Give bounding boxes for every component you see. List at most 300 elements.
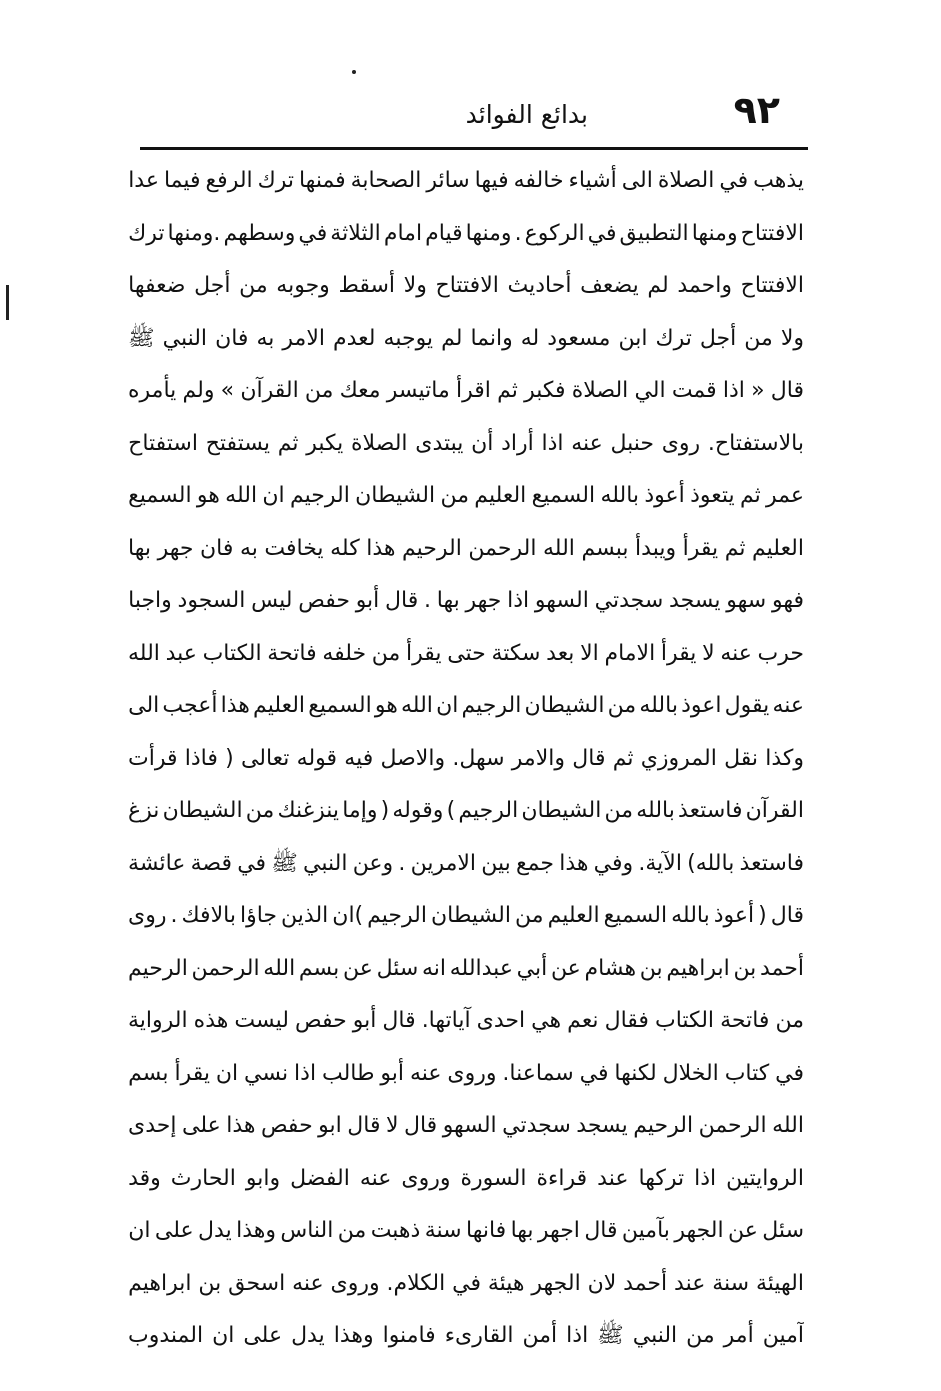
word: ثم xyxy=(277,430,299,456)
word: آمين xyxy=(762,1323,804,1348)
word: الرحيم xyxy=(128,955,188,981)
word: يذهب xyxy=(753,168,804,193)
word: قمت xyxy=(671,378,717,403)
word: فانها xyxy=(465,1218,507,1243)
word: على xyxy=(154,1218,194,1243)
word: القرآن xyxy=(240,378,299,403)
text-line xyxy=(128,838,804,891)
word: أعجب xyxy=(162,693,218,718)
word: من xyxy=(304,378,334,403)
word: يتعوذ xyxy=(690,483,735,508)
word: عنه xyxy=(720,640,752,666)
margin-mark xyxy=(6,285,9,320)
word: فكبر xyxy=(524,378,566,403)
word: أمر xyxy=(723,1323,754,1348)
word: أبو xyxy=(355,588,380,613)
word: الرجيم xyxy=(458,798,519,823)
text-line xyxy=(128,1205,804,1258)
word: الرجيم xyxy=(461,693,522,718)
word: الحارث xyxy=(170,1165,236,1191)
word: واحمد xyxy=(677,273,732,298)
word: قال xyxy=(770,903,804,928)
word: فان xyxy=(215,325,249,351)
word: بن xyxy=(733,955,757,981)
word: أسقط xyxy=(338,273,396,298)
word: يكبر xyxy=(306,430,344,456)
word: الكلام. xyxy=(386,1270,446,1296)
word: فاتحة xyxy=(267,640,317,666)
word: وعن xyxy=(352,850,394,876)
word: سائر xyxy=(426,168,470,193)
word: استفتاح xyxy=(128,430,198,456)
word: يقرأ xyxy=(660,640,697,666)
word: بن xyxy=(198,1270,222,1296)
word: اذا xyxy=(541,430,564,456)
word: حنبل xyxy=(610,430,654,456)
word: ابراهيم xyxy=(128,1270,192,1296)
text-line xyxy=(128,575,804,628)
word: بالاستفتاح. xyxy=(707,430,804,456)
word: لا xyxy=(385,1113,399,1138)
word: فيما xyxy=(163,168,201,193)
word: وفي xyxy=(593,850,634,876)
word: الله xyxy=(772,1113,804,1138)
word: كله xyxy=(330,535,360,561)
word: أحمد xyxy=(623,1270,668,1296)
word: في xyxy=(587,220,617,246)
word: والاصل xyxy=(380,745,446,771)
word: الشيطان xyxy=(521,798,602,823)
word: الرفع xyxy=(205,168,253,193)
word: يخافت xyxy=(264,535,324,561)
word: الصلاة xyxy=(657,168,715,193)
word: بها xyxy=(128,535,152,561)
text-line xyxy=(128,995,804,1048)
word: ترك xyxy=(655,325,692,351)
word: الرحمن xyxy=(698,1113,767,1138)
word: . xyxy=(170,903,178,928)
text-line xyxy=(128,418,804,471)
word: ﷺ xyxy=(271,850,298,876)
word: ماتيسر xyxy=(386,378,450,403)
body-text xyxy=(128,155,804,1363)
word: وقوله xyxy=(392,798,444,823)
word: اقرأ xyxy=(456,378,491,403)
word: سنة xyxy=(424,1218,462,1243)
word: فيه xyxy=(344,745,374,771)
text-line xyxy=(128,680,804,733)
word: قال xyxy=(347,1113,381,1138)
word: الافتتاح xyxy=(435,273,499,298)
word: ابراهيم xyxy=(666,955,730,981)
word: ولم xyxy=(182,378,215,403)
text-line xyxy=(128,470,804,523)
word: الفضل xyxy=(290,1165,350,1191)
word: القرآن xyxy=(745,798,804,823)
word: أن xyxy=(471,430,494,456)
word: يدل xyxy=(291,1323,325,1348)
word: من xyxy=(607,693,637,718)
text-line xyxy=(128,155,804,208)
word: عن xyxy=(550,955,581,981)
word: وابو xyxy=(245,1165,281,1191)
word: السجود xyxy=(177,588,246,613)
word: أشياء xyxy=(568,168,617,193)
word: فاتحة xyxy=(720,1008,770,1033)
word: بها xyxy=(436,588,460,613)
word: بالله) xyxy=(687,850,735,876)
word: الى xyxy=(128,693,160,718)
word: قال xyxy=(403,1113,438,1138)
word: من xyxy=(515,903,544,928)
word: . xyxy=(398,850,406,876)
text-line xyxy=(128,1048,804,1101)
word: الرحيم xyxy=(402,535,462,561)
word: وهذا xyxy=(333,1323,374,1348)
word: يسجد xyxy=(669,588,721,613)
word: جهر xyxy=(465,588,502,613)
word: وسطهم xyxy=(223,220,296,246)
word: من xyxy=(245,798,275,823)
word: من xyxy=(440,483,469,508)
word: حفص xyxy=(298,588,350,613)
word: فمنها xyxy=(298,168,346,193)
word: جهر xyxy=(157,535,194,561)
text-line xyxy=(128,208,804,261)
word: روى xyxy=(661,430,701,456)
word: بالله xyxy=(671,903,710,928)
word: حتى xyxy=(447,640,486,666)
word: السهو xyxy=(534,588,589,613)
word: التطبيق xyxy=(619,220,689,246)
word: الشيطان xyxy=(162,798,243,823)
word: تعالى xyxy=(240,745,290,771)
text-line xyxy=(128,523,804,576)
word: روى xyxy=(128,903,167,928)
word: السهو xyxy=(442,1113,497,1138)
word: العليم xyxy=(253,693,306,718)
word: ان xyxy=(128,1218,151,1243)
word: أمن xyxy=(522,1323,558,1348)
word: عنه xyxy=(772,693,804,718)
word: بآمين xyxy=(621,1218,670,1243)
word: الكتاب xyxy=(202,640,262,666)
word: خلفه xyxy=(322,640,367,666)
text-line xyxy=(128,890,804,943)
word: سئل xyxy=(376,955,419,981)
word: الرحمن xyxy=(468,535,537,561)
word: الافتتاح xyxy=(740,273,804,298)
word: طالب xyxy=(321,1060,375,1086)
word: أجل xyxy=(194,273,231,298)
word: بها xyxy=(510,1218,534,1243)
word: على xyxy=(243,1323,283,1348)
word: هو xyxy=(196,483,220,508)
word: ان xyxy=(215,1060,239,1086)
word: سماعنا. xyxy=(502,1060,574,1086)
word: الامام xyxy=(604,640,656,666)
word: « xyxy=(751,378,765,403)
word: فان xyxy=(200,535,234,561)
word: ( xyxy=(380,798,390,823)
word: لا xyxy=(702,640,715,666)
word: له xyxy=(520,325,540,351)
word: السميع xyxy=(308,693,372,718)
word: ذهبت xyxy=(370,1218,421,1243)
word: اذا xyxy=(694,1165,717,1191)
word: يقرأ xyxy=(174,1060,210,1086)
word: ولا xyxy=(780,325,804,351)
word: ببسم xyxy=(581,535,629,561)
word: الصلاة xyxy=(350,430,408,456)
text-line xyxy=(128,733,804,786)
word: عن xyxy=(728,1218,758,1243)
word: من xyxy=(371,640,401,666)
word: الرجيم xyxy=(289,483,350,508)
word: في xyxy=(579,1060,609,1086)
word: الركوع xyxy=(524,220,585,246)
word: حفص xyxy=(295,1008,347,1033)
word: أعوذ xyxy=(644,483,685,508)
word: الرحيم xyxy=(633,1113,694,1138)
word: نسي xyxy=(244,1060,289,1086)
word: الرحمن xyxy=(191,955,260,981)
word: الجهر xyxy=(531,1270,581,1296)
word: يبتدى xyxy=(415,430,464,456)
word: ينزغنك xyxy=(277,798,340,823)
word: ثم xyxy=(612,745,634,771)
word: قال xyxy=(382,1008,416,1033)
word: المروزي xyxy=(640,745,717,771)
word: الله xyxy=(401,693,433,718)
word: الله xyxy=(543,535,575,561)
word: ضعفها xyxy=(128,273,186,298)
word: ابن xyxy=(618,325,648,351)
word: أحمد xyxy=(760,955,804,981)
word: عن xyxy=(342,955,373,981)
word: به xyxy=(239,535,258,561)
word: وقد xyxy=(128,1165,161,1191)
word: )ان xyxy=(332,903,364,928)
word: العليم xyxy=(752,535,804,561)
word: ( xyxy=(225,745,234,771)
word: الهيئة xyxy=(755,1270,804,1296)
text-line xyxy=(128,1100,804,1153)
word: يأمره xyxy=(128,378,177,403)
word: بالله xyxy=(600,483,640,508)
word: في xyxy=(298,220,328,246)
word: في xyxy=(719,168,749,193)
word: الامر xyxy=(282,325,325,351)
word: نزغ xyxy=(128,798,160,823)
word: أعوذ xyxy=(713,903,755,928)
text-line xyxy=(128,1258,804,1311)
text-line xyxy=(128,1310,804,1363)
word: على xyxy=(182,1113,221,1138)
word: القارىء xyxy=(444,1323,514,1348)
word: عبدالله xyxy=(449,955,513,981)
word: من xyxy=(239,273,268,298)
word: . xyxy=(514,220,522,246)
header-rule xyxy=(140,147,808,150)
word: الرجيم xyxy=(367,903,427,928)
word: في xyxy=(775,1060,804,1086)
word: نعم xyxy=(567,1008,599,1033)
word: قال xyxy=(385,588,419,613)
word: معك xyxy=(339,378,381,403)
word: ) xyxy=(446,798,456,823)
word: سجدتي xyxy=(594,588,664,613)
word: قصة xyxy=(190,850,232,876)
word: ( xyxy=(758,903,767,928)
word: يقول xyxy=(724,693,770,718)
word: من xyxy=(604,798,634,823)
word: عنه xyxy=(571,430,603,456)
word: عدا xyxy=(128,168,159,193)
word: من xyxy=(686,1323,715,1348)
word: خالفه xyxy=(513,168,564,193)
word: بعد xyxy=(546,640,575,666)
word: النبي xyxy=(632,1323,678,1348)
running-title: بدائع الفوائد xyxy=(465,100,588,129)
word: الي xyxy=(634,378,666,403)
text-line xyxy=(128,260,804,313)
word: بالافك xyxy=(181,903,236,928)
word: به xyxy=(256,325,275,351)
word: سكتة xyxy=(491,640,541,666)
word: تركها xyxy=(638,1165,685,1191)
word: ﷺ xyxy=(128,325,155,351)
word: يقرأ xyxy=(682,535,719,561)
word: فاذا xyxy=(184,745,218,771)
text-line xyxy=(128,943,804,996)
word: عائشة xyxy=(128,850,186,876)
word: ان xyxy=(262,483,285,508)
word: نقل xyxy=(724,745,758,771)
word: عند xyxy=(674,1270,706,1296)
word: الشيطان xyxy=(524,693,605,718)
word: الامرين xyxy=(410,850,477,876)
word: فهو xyxy=(771,588,804,613)
word: وروى xyxy=(330,1270,380,1296)
word: السميع xyxy=(603,903,668,928)
word: الى xyxy=(621,168,653,193)
word: يستفتح xyxy=(205,430,271,456)
word: ومنها xyxy=(465,220,512,246)
word: اجهر xyxy=(537,1218,580,1243)
word: في xyxy=(237,850,267,876)
word: الشيطان xyxy=(431,903,512,928)
word: اذا xyxy=(294,1060,317,1086)
word: والامر xyxy=(511,745,566,771)
word: وكذا xyxy=(765,745,804,771)
word: من xyxy=(775,1008,804,1033)
word: عنه xyxy=(359,1165,392,1191)
word: لعدم xyxy=(333,325,376,351)
word: الثلاثة xyxy=(330,220,381,246)
word: الكتاب xyxy=(655,1008,715,1033)
word: يدل xyxy=(198,1218,232,1243)
word: عنه xyxy=(292,1270,324,1296)
word: هشام xyxy=(584,955,637,981)
word: آياتها. xyxy=(421,1008,471,1033)
word: .ومنها xyxy=(167,220,221,246)
word: ابو xyxy=(318,1113,342,1138)
word: الآية. xyxy=(638,850,682,876)
word: ان xyxy=(436,693,459,718)
word: ويبدأ xyxy=(635,535,677,561)
word: الا xyxy=(580,640,599,666)
word: لان xyxy=(587,1270,617,1296)
word: عند xyxy=(597,1165,629,1191)
word: مسعود xyxy=(547,325,611,351)
word: قيام xyxy=(425,220,463,246)
word: يسجد xyxy=(576,1113,628,1138)
word: عنه xyxy=(409,1060,442,1086)
word: بن xyxy=(639,955,663,981)
word: ليست xyxy=(234,1008,289,1033)
word: اذا xyxy=(507,588,530,613)
word: » xyxy=(220,378,235,403)
word: كتاب xyxy=(724,1060,770,1086)
text-line xyxy=(128,1153,804,1206)
word: فاستعذ xyxy=(678,798,743,823)
word: السميع xyxy=(128,483,192,508)
word: من xyxy=(744,325,773,351)
word: ترك xyxy=(128,220,165,246)
word: السورة xyxy=(460,1165,527,1191)
word: أجل xyxy=(699,325,737,351)
word: يقرأ xyxy=(406,640,442,666)
word: من xyxy=(337,1218,367,1243)
word: في xyxy=(452,1270,481,1296)
word: حرب xyxy=(757,640,804,666)
word: العليم xyxy=(547,903,600,928)
word: هي xyxy=(531,1008,562,1033)
word: قوله xyxy=(296,745,338,771)
word: وانما xyxy=(470,325,513,351)
word: امام xyxy=(383,220,423,246)
word: هذه xyxy=(193,1008,229,1033)
word: الناس xyxy=(280,1218,334,1243)
word: ثم xyxy=(497,378,518,403)
word: سئل xyxy=(762,1218,804,1243)
word: اسحق xyxy=(228,1270,286,1296)
page-speck xyxy=(352,70,356,74)
word: الله xyxy=(263,955,296,981)
word: الخلال xyxy=(662,1060,719,1086)
word: ان xyxy=(212,1323,235,1348)
word: قال xyxy=(572,745,606,771)
word: حفص xyxy=(260,1113,313,1138)
word: عمر xyxy=(766,483,804,508)
word: يضعف xyxy=(580,273,639,298)
word: . xyxy=(424,588,432,613)
word: جمع xyxy=(515,850,554,876)
word: هذا xyxy=(366,535,396,561)
word: سهل. xyxy=(452,745,505,771)
word: قراءة xyxy=(536,1165,588,1191)
word: الرواية xyxy=(128,1008,188,1033)
word: واجبا xyxy=(128,588,172,613)
word: سجدتي xyxy=(502,1113,571,1138)
word: هذا xyxy=(220,693,250,718)
word: وجوبه xyxy=(276,273,330,298)
word: النبي xyxy=(162,325,208,351)
word: هذا xyxy=(559,850,589,876)
word: بسم xyxy=(128,1060,169,1086)
word: قرأت xyxy=(128,745,178,771)
